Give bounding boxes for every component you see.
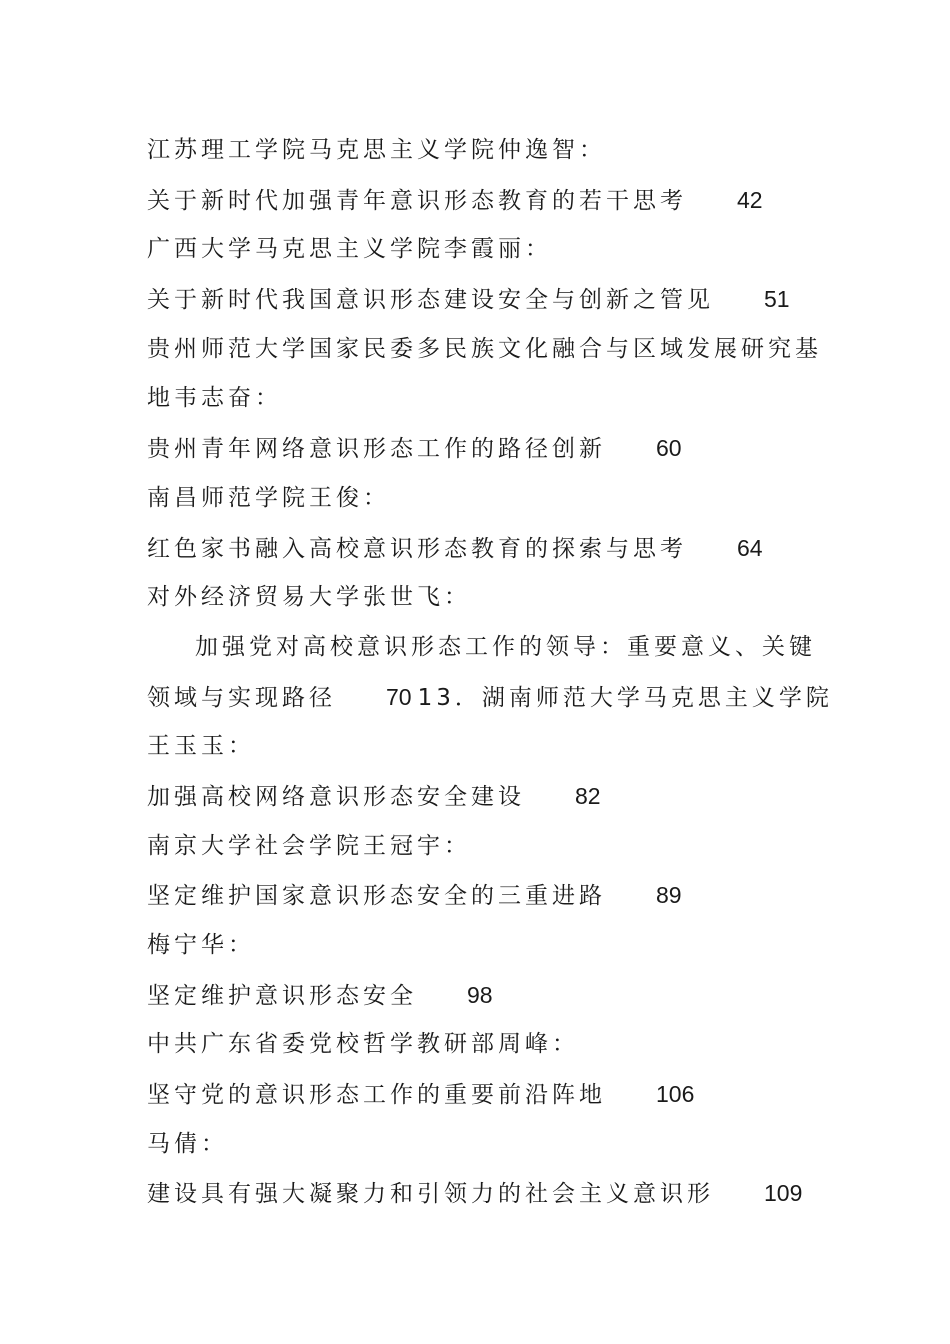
author-text: 王玉玉： xyxy=(147,733,255,760)
toc-author xyxy=(147,921,817,971)
toc-title xyxy=(147,1070,817,1120)
author-text: 广西大学马克思主义学院李霞丽： xyxy=(147,236,552,263)
toc-title xyxy=(147,623,817,673)
author-text: 梅宁华： xyxy=(147,932,255,958)
title-text: 加强党对高校意识形态工作的领导：重要意义、关键 xyxy=(195,633,816,660)
title-text: 关于新时代我国意识形态建设安全与创新之管见 xyxy=(147,287,714,314)
toc-title xyxy=(147,772,817,822)
author-text: 马倩： xyxy=(147,1130,228,1157)
title-text: 坚定维护意识形态安全 xyxy=(147,982,417,1009)
toc-title xyxy=(147,673,833,723)
toc-author xyxy=(147,573,817,623)
author-text: 13．湖南师范大学马克思主义学院 xyxy=(417,684,833,711)
toc-title xyxy=(147,424,817,474)
title-text: 加强高校网络意识形态安全建设 xyxy=(147,783,525,810)
toc-author xyxy=(147,225,817,275)
toc-list xyxy=(147,126,833,1219)
title-text: 坚定维护国家意识形态安全的三重进路 xyxy=(147,883,606,910)
toc-author xyxy=(147,374,817,424)
toc-author xyxy=(147,325,822,375)
page-number: 42 xyxy=(737,186,763,213)
author-text: 对外经济贸易大学张世飞： xyxy=(147,584,471,611)
author-text: 南京大学社会学院王冠宇： xyxy=(147,832,471,859)
toc-title xyxy=(147,275,817,325)
title-text: 关于新时代加强青年意识形态教育的若干思考 xyxy=(147,187,687,214)
author-text: 南昌师范学院王俊： xyxy=(147,484,390,511)
toc-title xyxy=(147,176,817,226)
toc-title xyxy=(147,524,817,574)
page-number: 89 xyxy=(656,882,682,909)
author-text: 地韦志奋： xyxy=(147,385,282,412)
toc-author xyxy=(147,126,817,176)
toc-author xyxy=(147,1020,817,1070)
title-text: 红色家书融入高校意识形态教育的探索与思考 xyxy=(147,535,687,562)
toc-author xyxy=(147,1120,817,1170)
toc-author xyxy=(147,722,817,772)
title-text: 建设具有强大凝聚力和引领力的社会主义意识形 xyxy=(147,1181,714,1208)
page-number: 70 xyxy=(386,683,412,710)
page-number: 98 xyxy=(467,981,493,1008)
page-number: 109 xyxy=(764,1180,803,1207)
toc-author xyxy=(147,822,817,872)
page-number: 60 xyxy=(656,435,682,462)
page-number: 64 xyxy=(737,534,763,561)
author-text: 贵州师范大学国家民委多民族文化融合与区域发展研究基 xyxy=(147,335,822,362)
title-text: 坚守党的意识形态工作的重要前沿阵地 xyxy=(147,1082,606,1109)
page-number: 106 xyxy=(656,1081,695,1108)
toc-title xyxy=(147,971,817,1021)
page-number: 82 xyxy=(575,782,601,809)
toc-title xyxy=(147,871,817,921)
author-text: 中共广东省委党校哲学教研部周峰： xyxy=(147,1031,579,1058)
title-text: 领域与实现路径 xyxy=(147,684,336,711)
author-text: 江苏理工学院马克思主义学院仲逸智： xyxy=(147,137,606,163)
title-text: 贵州青年网络意识形态工作的路径创新 xyxy=(147,436,606,463)
toc-author xyxy=(147,474,817,524)
page-number: 51 xyxy=(764,286,790,313)
toc-title xyxy=(147,1169,817,1219)
